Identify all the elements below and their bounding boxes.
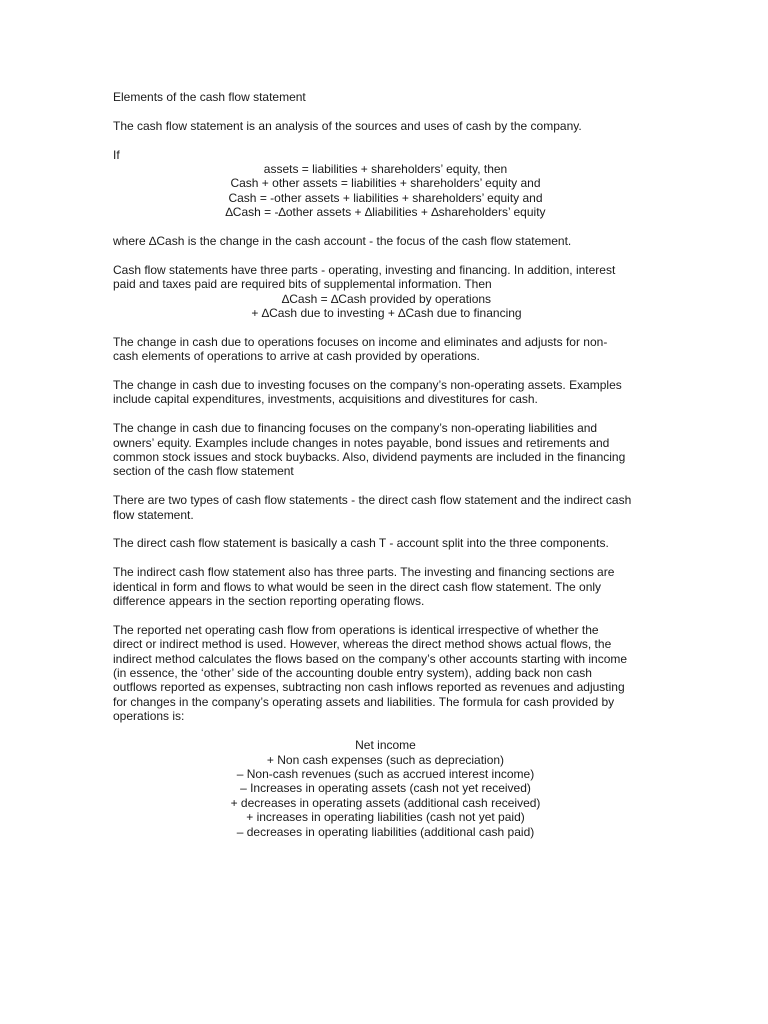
equation-line: Cash = -other assets + liabilities + shareholders’ equity and — [228, 190, 543, 205]
paragraph-line: The reported net operating cash flow from operations is identical irrespective of whether the — [113, 622, 599, 637]
document-page — [113, 90, 658, 839]
paragraph-line: flow statement. — [113, 507, 194, 522]
paragraph-line: identical in form and flows to what would be seen in the direct cash flow statement. The only — [113, 579, 602, 594]
paragraph-line: The change in cash due to operations focuses on income and eliminates and adjusts for non- — [113, 334, 608, 349]
paragraph-line: paid and taxes paid are required bits of supplemental information. Then — [113, 277, 492, 292]
reported-paragraph — [113, 623, 658, 724]
paragraph-line: section of the cash flow statement — [113, 464, 294, 479]
operations-formula — [113, 738, 658, 839]
paragraph-line: owners’ equity. Examples include changes in notes payable, bond issues and retirements and — [113, 435, 610, 450]
equation-line: assets = liabilities + shareholders’ equity, then — [263, 162, 508, 176]
formula-line: – Increases in operating assets (cash not yet received) — [240, 781, 531, 796]
paragraph-line: The indirect cash flow statement also has three parts. The investing and financing sections are — [113, 565, 615, 580]
paragraph-line: The change in cash due to financing focuses on the company’s non-operating liabilities and — [113, 421, 598, 436]
types-paragraph — [113, 493, 658, 522]
indirect-paragraph — [113, 565, 658, 608]
investing-paragraph — [113, 378, 658, 407]
financing-paragraph — [113, 421, 658, 479]
formula-line: – Non-cash revenues (such as accrued interest income) — [236, 766, 535, 781]
parts-paragraph — [113, 263, 658, 292]
formula-line: + decreases in operating assets (additional cash received) — [230, 795, 541, 810]
where-paragraph: where ∆Cash is the change in the cash account - the focus of the cash flow statement. — [113, 234, 572, 249]
equation-line: + ∆Cash due to investing + ∆Cash due to financing — [251, 306, 522, 321]
paragraph-line: common stock issues and stock buybacks. Also, dividend payments are included in the financing — [113, 450, 626, 465]
paragraph-line: Cash flow statements have three parts - operating, investing and financing. In addition, interest — [113, 262, 616, 277]
paragraph-line: include capital expenditures, investments, acquisitions and divestitures for cash. — [113, 392, 538, 407]
formula-line: + Non cash expenses (such as depreciation) — [266, 752, 505, 767]
direct-paragraph: The direct cash flow statement is basically a cash T - account split into the three components. — [113, 536, 609, 551]
paragraph-line: difference appears in the section reporting operating flows. — [113, 594, 425, 609]
document-title: Elements of the cash flow statement — [113, 90, 306, 104]
paragraph-line: indirect method calculates the flows based on the company’s other accounts starting with income — [113, 651, 628, 666]
paragraph-line: direct or indirect method is used. However, whereas the direct method shows actual flows, the — [113, 637, 612, 652]
equation-line: Cash + other assets = liabilities + shareholders’ equity and — [230, 176, 541, 191]
paragraph-line: There are two types of cash flow statements - the direct cash flow statement and the indirect cash — [113, 493, 632, 508]
if-label: If — [113, 147, 120, 162]
operations-paragraph — [113, 335, 658, 364]
paragraph-line: for changes in the company’s operating assets and liabilities. The formula for cash provided by — [113, 694, 615, 709]
paragraph-line: (in essence, the ‘other’ side of the accounting double entry system), adding back non cash — [113, 666, 592, 681]
equation-line: ∆Cash = ∆Cash provided by operations — [281, 291, 492, 306]
equation-block-2 — [113, 292, 658, 321]
paragraph-line: The change in cash due to investing focuses on the company’s non-operating assets. Examples — [113, 378, 622, 393]
equation-block-1 — [113, 162, 658, 220]
formula-line: + increases in operating liabilities (cash not yet paid) — [246, 810, 525, 825]
paragraph-line: outflows reported as expenses, subtracting non cash inflows reported as revenues and adjusting — [113, 680, 625, 695]
paragraph-line: operations is: — [113, 709, 185, 724]
formula-line: Net income — [355, 738, 416, 753]
intro-paragraph: The cash flow statement is an analysis of the sources and uses of cash by the company. — [113, 118, 582, 133]
formula-line: – decreases in operating liabilities (additional cash paid) — [236, 824, 535, 839]
paragraph-line: cash elements of operations to arrive at cash provided by operations. — [113, 349, 480, 364]
equation-line: ∆Cash = -∆other assets + ∆liabilities + ∆shareholders’ equity — [225, 205, 546, 220]
